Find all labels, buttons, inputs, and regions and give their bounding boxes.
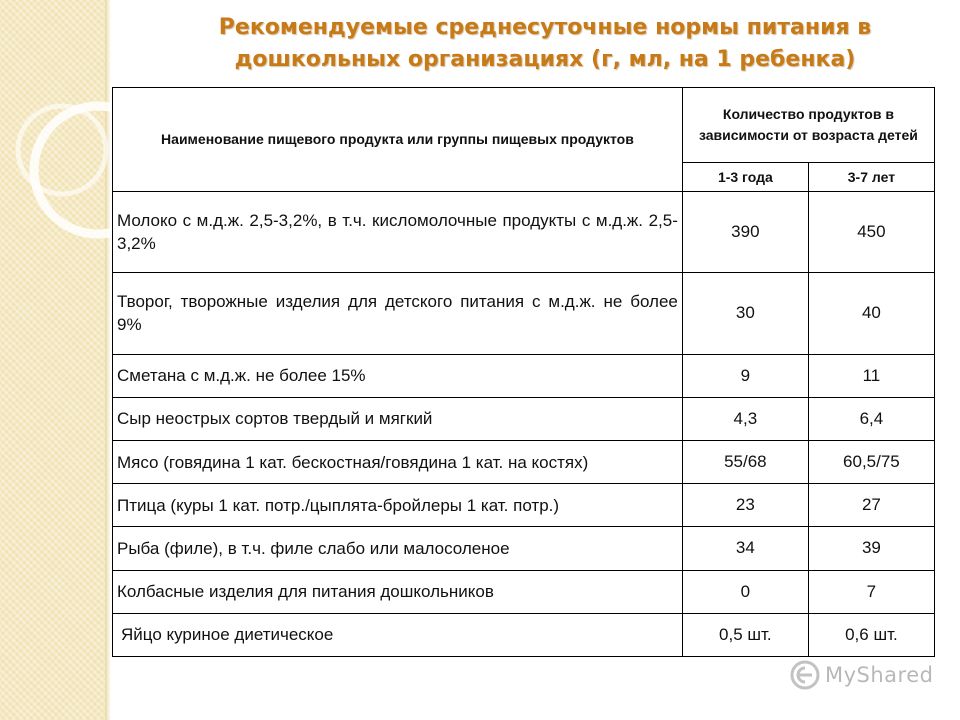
- row-product-name: Сметана с м.д.ж. не более 15%: [113, 354, 683, 397]
- row-value-1-3: 0: [682, 570, 808, 613]
- table-row: [113, 484, 935, 527]
- row-value-1-3: 30: [682, 273, 808, 354]
- table-row: [113, 440, 935, 483]
- row-value-3-7: 11: [808, 354, 934, 397]
- header-age-1-3: 1-3 года: [682, 162, 808, 191]
- row-value-1-3: 23: [682, 484, 808, 527]
- row-value-3-7: 60,5/75: [808, 440, 934, 483]
- row-value-1-3: 4,3: [682, 397, 808, 440]
- row-product-name: Птица (куры 1 кат. потр./цыплята-бройлеры 1 кат. потр.): [113, 484, 683, 527]
- header-quantity: Количество продуктов в зависимости от возраста детей: [682, 88, 934, 163]
- row-product-name: Сыр неострых сортов твердый и мягкий: [113, 397, 683, 440]
- table-header-row: [113, 88, 935, 163]
- header-age-3-7: 3-7 лет: [808, 162, 934, 191]
- nutrition-norms-table: [112, 87, 935, 657]
- row-value-1-3: 34: [682, 527, 808, 570]
- header-product-name: Наименование пищевого продукта или группы пищевых продуктов: [113, 88, 683, 192]
- table-row: [113, 397, 935, 440]
- row-product-name: Молоко с м.д.ж. 2,5-3,2%, в т.ч. кисломолочные продукты с м.д.ж. 2,5-3,2%: [113, 191, 683, 272]
- table-row: [113, 613, 935, 656]
- row-product-name: Мясо (говядина 1 кат. бескостная/говядина 1 кат. на костях): [113, 440, 683, 483]
- row-value-1-3: 0,5 шт.: [682, 613, 808, 656]
- row-value-3-7: 7: [808, 570, 934, 613]
- row-product-name: Рыба (филе), в т.ч. филе слабо или малосоленое: [113, 527, 683, 570]
- row-product-name: Яйцо куриное диетическое: [113, 613, 683, 656]
- row-value-1-3: 390: [682, 191, 808, 272]
- row-product-name: Творог, творожные изделия для детского питания с м.д.ж. не более 9%: [113, 273, 683, 354]
- row-value-3-7: 27: [808, 484, 934, 527]
- mirrored-e-logo-icon: [790, 660, 820, 690]
- row-value-3-7: 6,4: [808, 397, 934, 440]
- row-value-3-7: 0,6 шт.: [808, 613, 934, 656]
- myshared-watermark: [790, 658, 933, 692]
- slide-title: Рекомендуемые среднесуточные нормы питания в дошкольных организациях (г, мл, на 1 ребенка): [218, 15, 872, 72]
- row-value-1-3: 9: [682, 354, 808, 397]
- row-product-name: Колбасные изделия для питания дошкольников: [113, 570, 683, 613]
- table-row: [113, 527, 935, 570]
- row-value-3-7: 39: [808, 527, 934, 570]
- table-row: [113, 273, 935, 354]
- table-row: [113, 570, 935, 613]
- row-value-3-7: 40: [808, 273, 934, 354]
- watermark-text: MyShared: [825, 663, 934, 687]
- table-row: [113, 191, 935, 272]
- table-row: [113, 354, 935, 397]
- row-value-3-7: 450: [808, 191, 934, 272]
- row-value-1-3: 55/68: [682, 440, 808, 483]
